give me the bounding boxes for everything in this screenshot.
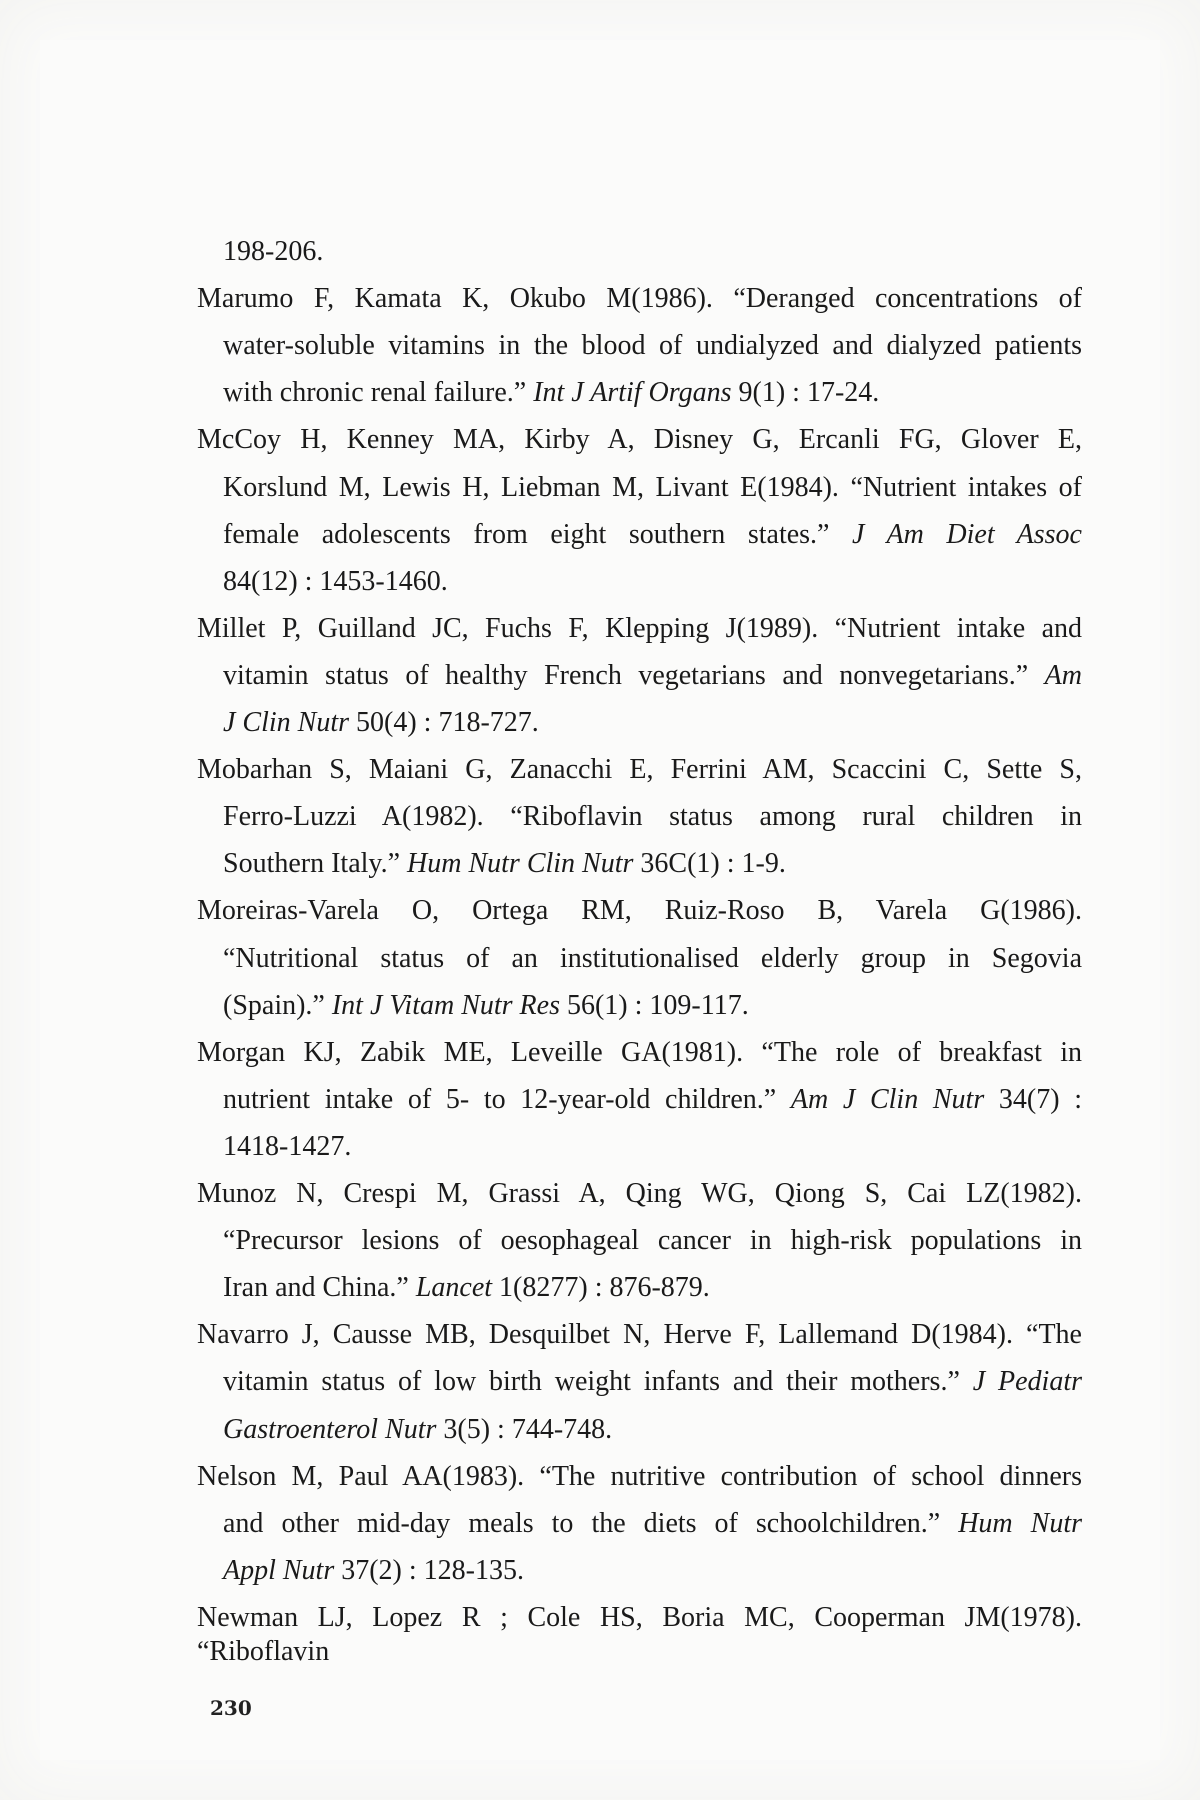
journal-title: Am J Clin Nutr [790,1083,985,1115]
reference-line [223,1413,1082,1447]
reference-entry-start-line [197,1460,1082,1494]
journal-title: Hum Nutr [958,1507,1082,1539]
reference-line [223,1554,1082,1588]
reference-text: nutrient intake of 5- to 12-year-old children.” [223,1083,791,1115]
reference-entry-start-line [197,1177,1082,1211]
document-page [40,40,1160,1760]
journal-title: J Am Diet Assoc [852,518,1082,550]
journal-title: Hum Nutr Clin Nutr [407,848,634,880]
reference-text: 3(5) : 744-748. [436,1413,613,1445]
reference-text: female adolescents from eight southern states.” [223,518,853,550]
reference-text: Newman LJ, Lopez R ; Cole HS, Boria MC, Cooperman JM(1978). “Riboflavin [197,1601,1082,1667]
reference-line [223,376,1082,410]
reference-text: 36C(1) : 1-9. [633,848,786,880]
reference-text: 198-206. [223,236,324,267]
reference-text: 1(8277) : 876-879. [492,1272,710,1304]
reference-text: Iran and China.” [223,1272,416,1304]
reference-text: vitamin status of low birth weight infants and their mothers.” [223,1366,973,1398]
reference-text: Southern Italy.” [223,848,408,880]
reference-text: 9(1) : 17-24. [731,377,880,409]
journal-title: J Clin Nutr [223,707,350,738]
page-number: 230 [210,1696,252,1720]
reference-line [223,942,1082,976]
reference-line [223,1130,1082,1164]
reference-text: Ferro-Luzzi A(1982). “Riboflavin status among rural children in [223,801,1082,833]
journal-title: Gastroenterol Nutr [223,1413,437,1445]
reference-entry-start-line [197,894,1082,928]
reference-line [223,235,1082,269]
reference-text: Marumo F, Kamata K, Okubo M(1986). “Deranged concentrations of [197,283,1082,315]
reference-text: 84(12) : 1453-1460. [223,565,448,597]
reference-line [223,659,1082,693]
reference-entry-start-line [197,423,1082,457]
reference-entry-start-line [197,1601,1082,1667]
journal-title: J Pediatr [972,1366,1082,1398]
journal-title: Am [1044,659,1082,691]
journal-title: Int J Vitam Nutr Res [331,989,560,1021]
reference-entry-start-line [197,282,1082,316]
journal-title: Lancet [415,1272,493,1304]
reference-line [223,989,1082,1023]
reference-text: Nelson M, Paul AA(1983). “The nutritive contribution of school dinners [197,1460,1082,1492]
reference-line [223,518,1082,552]
reference-text: vitamin status of healthy French vegetarians and nonvegetarians.” [223,659,1045,691]
reference-line [223,329,1082,363]
reference-line [223,1224,1082,1258]
reference-text: Navarro J, Causse MB, Desquilbet N, Herve F, Lallemand D(1984). “The [197,1319,1082,1351]
reference-line [223,706,1082,740]
reference-line [223,471,1082,505]
reference-text: 50(4) : 718-727. [349,707,539,738]
reference-text: with chronic renal failure.” [223,377,534,409]
reference-text: Moreiras-Varela O, Ortega RM, Ruiz-Roso B, Varela G(1986). [197,895,1082,927]
reference-text: 56(1) : 109-117. [559,989,749,1021]
reference-text: Millet P, Guilland JC, Fuchs F, Klepping J(1989). “Nutrient intake and [197,612,1082,644]
reference-text: Morgan KJ, Zabik ME, Leveille GA(1981). “The role of breakfast in [197,1036,1082,1068]
reference-text: “Nutritional status of an institutionalised elderly group in Segovia [223,942,1082,974]
reference-entry-start-line [197,612,1082,646]
reference-line [223,1507,1082,1541]
reference-text: McCoy H, Kenney MA, Kirby A, Disney G, Ercanli FG, Glover E, [197,424,1082,456]
reference-entry-start-line [197,1318,1082,1352]
journal-title: Int J Artif Organs [533,377,732,409]
reference-text: “Precursor lesions of oesophageal cancer in high-risk populations in [223,1225,1082,1257]
reference-text: 1418-1427. [223,1130,352,1162]
reference-entry-start-line [197,753,1082,787]
reference-text: 34(7) : [984,1083,1082,1115]
reference-text: (Spain).” [223,989,332,1021]
reference-line [223,565,1082,599]
reference-text: Mobarhan S, Maiani G, Zanacchi E, Ferrini AM, Scaccini C, Sette S, [197,754,1082,786]
reference-line [223,1083,1082,1117]
reference-text: and other mid-day meals to the diets of schoolchildren.” [223,1507,959,1539]
reference-text: water-soluble vitamins in the blood of undialyzed and dialyzed patients [223,330,1082,362]
reference-line [223,1271,1082,1305]
reference-text: Munoz N, Crespi M, Grassi A, Qing WG, Qiong S, Cai LZ(1982). [197,1178,1082,1209]
journal-title: Appl Nutr [223,1554,335,1586]
reference-text: 37(2) : 128-135. [334,1554,524,1586]
reference-text: Korslund M, Lewis H, Liebman M, Livant E(1984). “Nutrient intakes of [223,471,1082,503]
reference-line [223,1365,1082,1399]
reference-line [223,847,1082,881]
reference-entry-start-line [197,1036,1082,1070]
reference-line [223,800,1082,834]
